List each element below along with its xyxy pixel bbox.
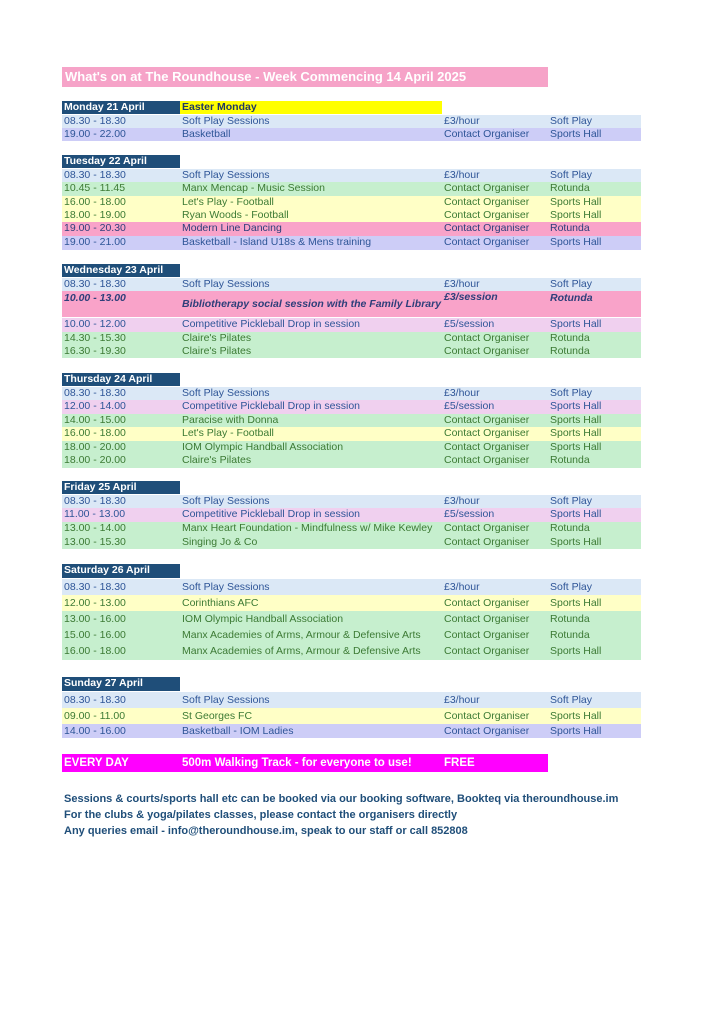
note-line: Sessions & courts/sports hall etc can be booked via our booking software, Bookteq via theroundhouse.im [64,793,619,805]
row-activity: Competitive Pickleball Drop in session [182,318,360,330]
schedule-row [62,182,641,196]
note-line: For the clubs & yoga/pilates classes, please contact the organisers directly [64,809,458,821]
row-price: Contact Organiser [444,522,530,534]
schedule-row [62,278,641,291]
row-venue: Sports Hall [550,645,602,657]
schedule-row [62,522,641,536]
every-day-activity: 500m Walking Track - for everyone to use! [182,757,412,769]
row-venue: Soft Play [550,581,593,593]
holiday-label: Easter Monday [180,101,442,114]
row-activity: Ryan Woods - Football [182,209,289,221]
row-price: Contact Organiser [444,128,530,140]
row-activity: Manx Academies of Arms, Armour & Defensive Arts [182,629,421,641]
day-header: Thursday 24 April [62,373,180,386]
schedule-row [62,222,641,236]
row-activity: Let's Play - Football [182,427,274,439]
row-venue: Rotunda [550,345,590,357]
row-activity: St Georges FC [182,710,253,722]
schedule-row-highlight [62,291,641,317]
row-activity: Claire's Pilates [182,454,252,466]
row-venue: Soft Play [550,694,593,706]
row-venue: Sports Hall [550,427,602,439]
row-time: 09.00 - 11.00 [64,710,126,722]
day-header: Wednesday 23 April [62,264,180,277]
row-price: £3/hour [444,495,480,507]
row-venue: Soft Play [550,387,593,399]
schedule-row [62,692,641,708]
row-activity: Paracise with Donna [182,414,279,426]
row-activity: Modern Line Dancing [182,222,282,234]
schedule-row [62,414,641,427]
row-price: £5/session [444,508,495,520]
row-price: Contact Organiser [444,710,530,722]
row-time: 19.00 - 21.00 [64,236,126,248]
row-time: 08.30 - 18.30 [64,115,126,127]
row-time: 14.30 - 15.30 [64,332,126,344]
row-price: Contact Organiser [444,613,530,625]
row-time: 15.00 - 16.00 [64,629,126,641]
schedule-row [62,196,641,209]
row-time: 13.00 - 14.00 [64,522,126,534]
row-venue: Rotunda [550,182,590,194]
row-time: 19.00 - 20.30 [64,222,126,234]
row-time: 11.00 - 13.00 [64,508,126,520]
row-activity: Corinthians AFC [182,597,259,609]
row-time: 16.00 - 18.00 [64,645,126,657]
row-venue: Rotunda [550,522,590,534]
row-price: £3/hour [444,278,480,290]
day-header: Saturday 26 April [62,564,180,578]
row-price: £3/session [444,291,498,303]
row-price: Contact Organiser [444,222,530,234]
row-price: Contact Organiser [444,345,530,357]
schedule-row [62,508,641,522]
row-activity: Bibliotherapy social session with the Family Library [182,298,442,310]
schedule-row [62,441,641,454]
row-time: 16.00 - 18.00 [64,427,126,439]
row-price: Contact Organiser [444,236,530,248]
row-venue: Soft Play [550,169,593,181]
row-venue: Soft Play [550,495,593,507]
note-line: Any queries email - info@theroundhouse.im, speak to our staff or call 852808 [64,825,468,837]
row-activity: Soft Play Sessions [182,495,270,507]
row-time: 10.45 - 11.45 [64,182,126,194]
row-price: £5/session [444,400,495,412]
row-venue: Rotunda [550,222,590,234]
row-venue: Soft Play [550,278,593,290]
schedule-row [62,495,641,508]
booking-notes [64,791,618,839]
row-activity: Manx Mencap - Music Session [182,182,325,194]
row-venue: Sports Hall [550,196,602,208]
schedule-row [62,627,641,643]
row-activity: Basketball - Island U18s & Mens training [182,236,372,248]
row-venue: Sports Hall [550,236,602,248]
row-venue: Sports Hall [550,414,602,426]
schedule-row [62,332,641,345]
row-venue: Sports Hall [550,318,602,330]
row-time: 19.00 - 22.00 [64,128,126,140]
row-activity: Manx Academies of Arms, Armour & Defensive Arts [182,645,421,657]
row-venue: Sports Hall [550,710,602,722]
row-time: 16.30 - 19.30 [64,345,126,357]
schedule-row [62,579,641,595]
schedule-row [62,115,641,128]
schedule-row [62,611,641,627]
row-venue: Sports Hall [550,508,602,520]
row-price: £5/session [444,318,495,330]
every-day-banner [62,754,548,772]
row-price: Contact Organiser [444,427,530,439]
row-activity: Claire's Pilates [182,345,252,357]
schedule-row [62,318,641,332]
schedule-row [62,708,641,724]
row-activity: Manx Heart Foundation - Mindfulness w/ Mike Kewley [182,522,433,534]
schedule-row [62,427,641,441]
row-time: 08.30 - 18.30 [64,169,126,181]
row-venue: Rotunda [550,454,590,466]
row-time: 16.00 - 18.00 [64,196,126,208]
schedule-row [62,536,641,549]
row-venue: Sports Hall [550,536,602,548]
schedule-row [62,169,641,182]
row-price: £3/hour [444,581,480,593]
row-activity: Soft Play Sessions [182,169,270,181]
row-time: 10.00 - 13.00 [64,292,126,304]
row-activity: Competitive Pickleball Drop in session [182,400,360,412]
row-time: 08.30 - 18.30 [64,495,126,507]
schedule-row [62,128,641,141]
row-activity: Soft Play Sessions [182,115,270,127]
row-price: £3/hour [444,387,480,399]
every-day-price: FREE [444,757,475,769]
row-price: £3/hour [444,115,480,127]
row-time: 18.00 - 19.00 [64,209,126,221]
row-price: Contact Organiser [444,441,530,453]
row-activity: Competitive Pickleball Drop in session [182,508,360,520]
row-activity: IOM Olympic Handball Association [182,441,344,453]
row-time: 08.30 - 18.30 [64,387,126,399]
row-price: Contact Organiser [444,645,530,657]
row-time: 12.00 - 14.00 [64,400,126,412]
schedule-row [62,595,641,611]
row-price: Contact Organiser [444,536,530,548]
row-venue: Rotunda [550,629,590,641]
row-price: Contact Organiser [444,196,530,208]
row-price: Contact Organiser [444,725,530,737]
row-time: 14.00 - 15.00 [64,414,126,426]
schedule-row [62,400,641,414]
row-time: 12.00 - 13.00 [64,597,126,609]
row-price: Contact Organiser [444,629,530,641]
row-price: £3/hour [444,694,480,706]
row-venue: Sports Hall [550,209,602,221]
day-header: Monday 21 April [62,101,180,114]
schedule-row [62,236,641,250]
row-venue: Sports Hall [550,725,602,737]
row-venue: Soft Play [550,115,593,127]
row-price: Contact Organiser [444,182,530,194]
day-header: Friday 25 April [62,481,180,494]
row-activity: Basketball - IOM Ladies [182,725,294,737]
row-time: 13.00 - 15.30 [64,536,126,548]
row-venue: Sports Hall [550,441,602,453]
row-time: 10.00 - 12.00 [64,318,126,330]
row-time: 18.00 - 20.00 [64,441,126,453]
schedule-row [62,345,641,358]
row-venue: Rotunda [550,332,590,344]
schedule-row [62,454,641,468]
row-activity: Singing Jo & Co [182,536,258,548]
row-time: 08.30 - 18.30 [64,278,126,290]
row-price: Contact Organiser [444,332,530,344]
row-time: 14.00 - 16.00 [64,725,126,737]
schedule-row [62,643,641,660]
row-venue: Rotunda [550,292,593,304]
day-header: Tuesday 22 April [62,155,180,168]
row-venue: Sports Hall [550,128,602,140]
row-time: 08.30 - 18.30 [64,581,126,593]
every-day-label: EVERY DAY [64,757,129,769]
row-activity: Soft Play Sessions [182,694,270,706]
row-venue: Sports Hall [550,400,602,412]
row-activity: Soft Play Sessions [182,278,270,290]
row-activity: IOM Olympic Handball Association [182,613,344,625]
row-venue: Sports Hall [550,597,602,609]
schedule-row [62,724,641,738]
row-price: Contact Organiser [444,209,530,221]
row-activity: Soft Play Sessions [182,581,270,593]
row-price: Contact Organiser [444,454,530,466]
row-activity: Basketball [182,128,231,140]
schedule-row [62,209,641,222]
row-venue: Rotunda [550,613,590,625]
page-title: What's on at The Roundhouse - Week Commencing 14 April 2025 [62,67,548,87]
day-header: Sunday 27 April [62,677,180,691]
row-activity: Soft Play Sessions [182,387,270,399]
row-activity: Let's Play - Football [182,196,274,208]
row-price: £3/hour [444,169,480,181]
row-price: Contact Organiser [444,414,530,426]
schedule-row [62,387,641,400]
row-time: 18.00 - 20.00 [64,454,126,466]
row-price: Contact Organiser [444,597,530,609]
row-time: 08.30 - 18.30 [64,694,126,706]
row-time: 13.00 - 16.00 [64,613,126,625]
row-activity: Claire's Pilates [182,332,252,344]
